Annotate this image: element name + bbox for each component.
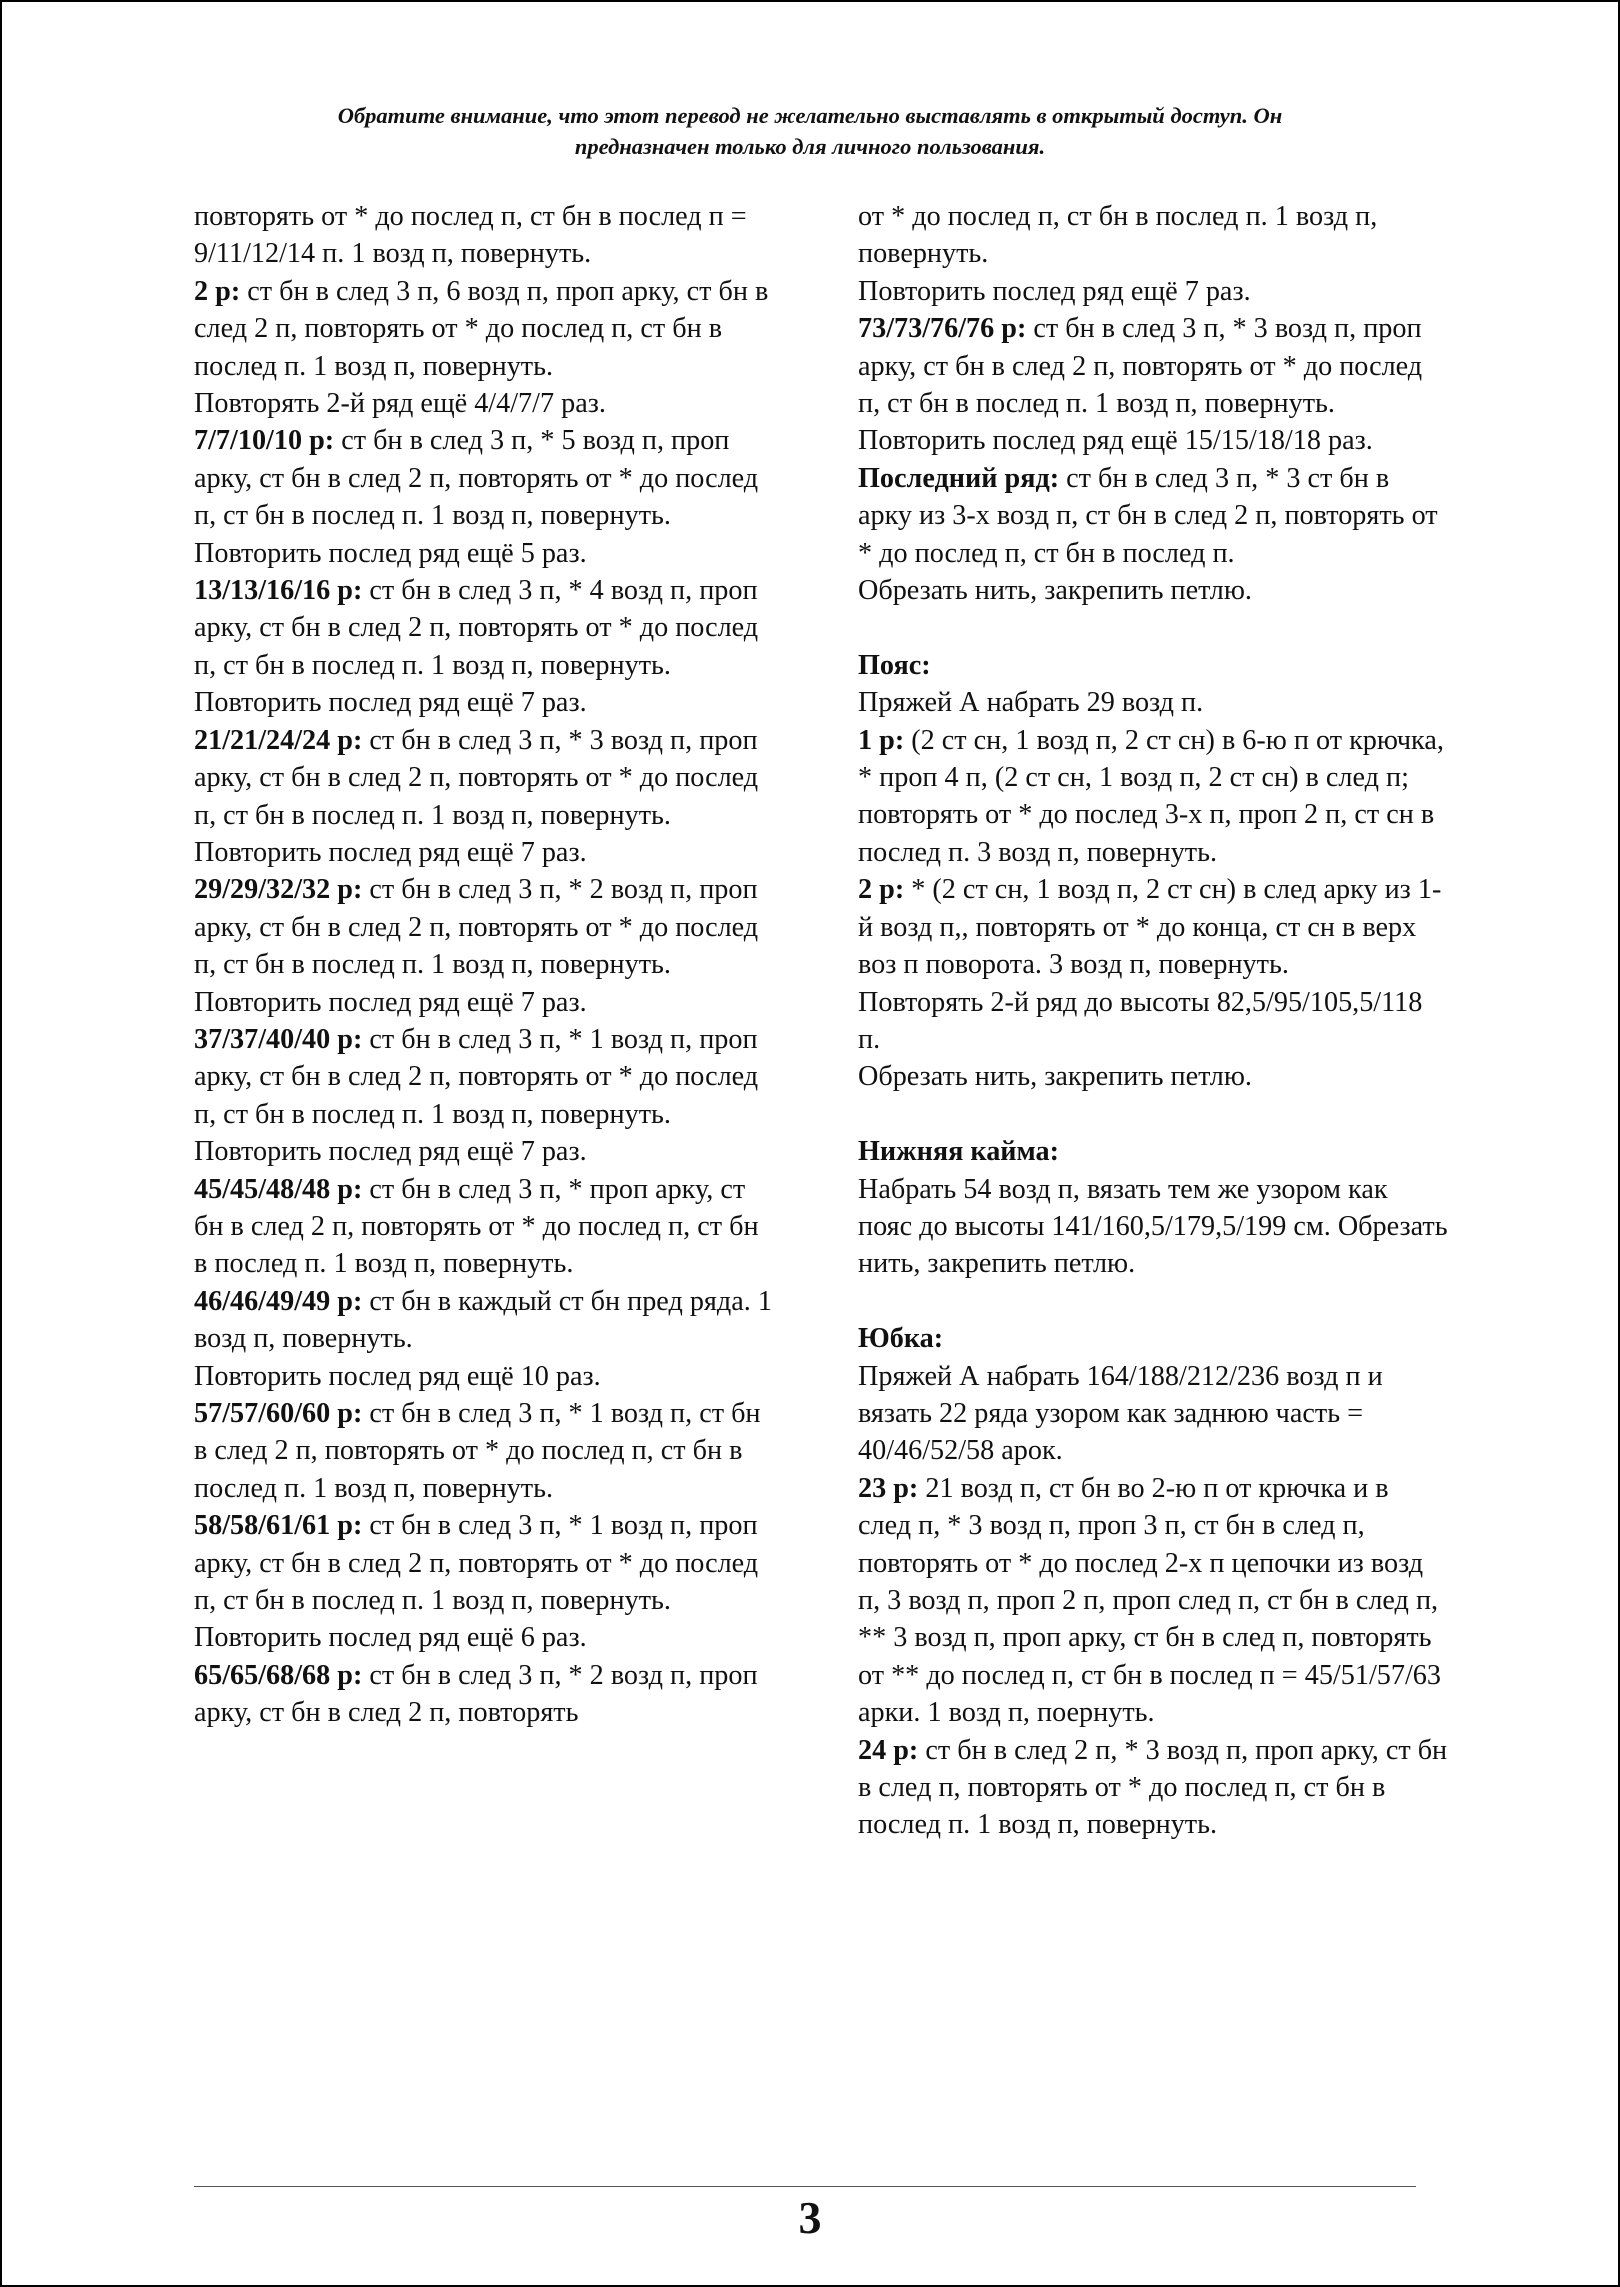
finish-instruction: Обрезать нить, закрепить петлю. bbox=[858, 1061, 1252, 1093]
repeat-instruction: Повторить послед ряд ещё 7 раз. bbox=[194, 836, 587, 868]
row-label: Последний ряд: bbox=[858, 462, 1060, 494]
row-label: 73/73/76/76 р: bbox=[858, 313, 1027, 345]
notice-line-1: Обратите внимание, что этот перевод не желательно выставлять в открытый доступ. Он bbox=[337, 103, 1283, 128]
row-label: 23 р: bbox=[858, 1472, 919, 1504]
row-text: ст бн в след 3 п, * 1 возд п, проп арку, ст бн в след 2 п, повторять от * до послед п, ст бн в послед п. 1 возд п, повернуть. bbox=[194, 1510, 759, 1617]
row-instruction bbox=[194, 871, 774, 983]
repeat-instruction: Повторить послед ряд ещё 10 раз. bbox=[194, 1360, 601, 1392]
row-label: 65/65/68/68 р: bbox=[194, 1659, 363, 1691]
row-text: ст бн в след 3 п, * 2 возд п, проп арку, ст бн в след 2 п, повторять bbox=[194, 1659, 758, 1729]
row-instruction bbox=[858, 871, 1448, 983]
row-text: ст бн в след 3 п, * 3 ст бн в арку из 3-х возд п, ст бн в след 2 п, повторять от * до послед п, ст бн в послед п. bbox=[858, 462, 1438, 569]
section-heading-hem: Нижняя кайма: bbox=[858, 1136, 1060, 1168]
right-column bbox=[858, 198, 1448, 1844]
row-label: 21/21/24/24 р: bbox=[194, 724, 363, 756]
row-text: * (2 ст сн, 1 возд п, 2 ст сн) в след арку из 1-й возд п,, повторять от * до конца, ст сн в верх воз п поворота. 3 возд п, повернуть. bbox=[858, 874, 1442, 981]
paragraph: от * до послед п, ст бн в послед п. 1 возд п, повернуть. bbox=[858, 201, 1378, 270]
repeat-instruction: Повторить послед ряд ещё 7 раз. bbox=[194, 986, 587, 1018]
row-instruction bbox=[194, 1395, 774, 1507]
row-label: 57/57/60/60 р: bbox=[194, 1398, 363, 1429]
row-instruction bbox=[194, 273, 774, 385]
row-instruction bbox=[858, 1732, 1448, 1844]
row-label: 58/58/61/61 р: bbox=[194, 1510, 363, 1542]
row-instruction bbox=[194, 1021, 774, 1133]
repeat-instruction: Повторить послед ряд ещё 6 раз. bbox=[194, 1622, 587, 1654]
row-text: ст бн в след 3 п, 6 возд п, проп арку, ст бн в след 2 п, повторять от * до послед п, ст бн в послед п. 1 возд п, повернуть. bbox=[194, 275, 769, 382]
translation-notice bbox=[142, 100, 1478, 162]
left-column bbox=[194, 198, 774, 1732]
paragraph: повторять от * до послед п, ст бн в послед п = 9/11/12/14 п. 1 возд п, повернуть. bbox=[194, 201, 747, 270]
spacer bbox=[858, 1096, 1448, 1133]
row-label: 37/37/40/40 р: bbox=[194, 1023, 363, 1055]
row-instruction bbox=[858, 722, 1448, 872]
page-number: 3 bbox=[798, 2192, 822, 2243]
row-instruction bbox=[194, 1171, 774, 1283]
row-text: ст бн в след 3 п, * 1 возд п, проп арку, ст бн в след 2 п, повторять от * до послед п, ст бн в послед п. 1 возд п, повернуть. bbox=[194, 1023, 759, 1130]
row-label: 24 р: bbox=[858, 1734, 919, 1766]
row-instruction bbox=[858, 460, 1448, 572]
finish-instruction: Обрезать нить, закрепить петлю. bbox=[858, 575, 1252, 607]
row-instruction bbox=[194, 572, 774, 684]
paragraph: Набрать 54 возд п, вязать тем же узором как пояс до высоты 141/160,5/179,5/199 см. Обрезать нить, закрепить петлю. bbox=[858, 1173, 1448, 1280]
row-text: ст бн в след 2 п, * 3 возд п, проп арку, ст бн в след п, повторять от * до послед п, ст бн в послед п. 1 возд п, повернуть. bbox=[858, 1734, 1448, 1841]
row-text: ст бн в след 3 п, * 2 возд п, проп арку, ст бн в след 2 п, повторять от * до послед п, ст бн в послед п. 1 возд п, повернуть. bbox=[194, 874, 759, 981]
row-text: ст бн в след 3 п, * 3 возд п, проп арку, ст бн в след 2 п, повторять от * до послед п, ст бн в послед п. 1 возд п, повернуть. bbox=[194, 724, 759, 831]
row-instruction bbox=[194, 1657, 774, 1732]
row-text: 21 возд п, ст бн во 2-ю п от крючка и в след п, * 3 возд п, проп 3 п, ст бн в след п, повторять от * до послед 2-х п цепочки из возд п, 3 возд п, проп 2 п, проп след п, ст бн в след п, ** 3 возд п, проп арку, ст бн в след п, повторять от ** до послед п, ст бн в послед п = 45/51/57/63 арки. 1 возд п, поернуть. bbox=[858, 1472, 1441, 1729]
row-text: (2 ст сн, 1 возд п, 2 ст сн) в 6-ю п от крючка, * проп 4 п, (2 ст сн, 1 возд п, 2 ст сн) в след п; повторять от * до послед 3-х п, проп 2 п, ст сн в послед п. 3 возд п, повернуть. bbox=[858, 724, 1444, 868]
row-label: 46/46/49/49 р: bbox=[194, 1285, 363, 1317]
section-heading-skirt: Юбка: bbox=[858, 1323, 944, 1355]
repeat-instruction: Повторить послед ряд ещё 15/15/18/18 раз. bbox=[858, 425, 1373, 457]
row-label: 1 р: bbox=[858, 724, 905, 756]
spacer bbox=[858, 609, 1448, 646]
row-instruction bbox=[858, 1470, 1448, 1732]
row-text: ст бн в каждый ст бн пред ряда. 1 возд п, повернуть. bbox=[194, 1285, 772, 1355]
row-label: 13/13/16/16 р: bbox=[194, 575, 363, 607]
notice-line-2: предназначен только для личного пользования. bbox=[574, 134, 1046, 159]
repeat-instruction: Повторить послед ряд ещё 7 раз. bbox=[858, 275, 1251, 307]
row-text: ст бн в след 3 п, * 1 возд п, ст бн в след 2 п, повторять от * до послед п, ст бн в послед п. 1 возд п, повернуть. bbox=[194, 1398, 761, 1504]
row-label: 7/7/10/10 р: bbox=[194, 425, 335, 457]
row-label: 45/45/48/48 р: bbox=[194, 1173, 363, 1205]
row-instruction bbox=[194, 722, 774, 834]
footer-divider bbox=[194, 2186, 1416, 2187]
row-label: 2 р: bbox=[194, 275, 241, 307]
repeat-instruction: Повторять 2-й ряд до высоты 82,5/95/105,5/118 п. bbox=[858, 986, 1423, 1055]
spacer bbox=[858, 1283, 1448, 1320]
section-heading-belt: Пояс: bbox=[858, 649, 931, 681]
row-instruction bbox=[194, 422, 774, 534]
repeat-instruction: Повторять 2-й ряд ещё 4/4/7/7 раз. bbox=[194, 388, 606, 420]
row-label: 2 р: bbox=[858, 874, 905, 906]
row-text: ст бн в след 3 п, * 4 возд п, проп арку, ст бн в след 2 п, повторять от * до послед п, ст бн в послед п. 1 возд п, повернуть. bbox=[194, 575, 759, 681]
repeat-instruction: Повторить послед ряд ещё 7 раз. bbox=[194, 687, 587, 719]
row-text: ст бн в след 3 п, * 5 возд п, проп арку, ст бн в след 2 п, повторять от * до послед п, ст бн в послед п. 1 возд п, повернуть. bbox=[194, 425, 759, 532]
paragraph: Пряжей А набрать 164/188/212/236 возд п и вязать 22 ряда узором как заднюю часть = 40/46/52/58 арок. bbox=[858, 1360, 1383, 1467]
row-text: ст бн в след 3 п, * 3 возд п, проп арку, ст бн в след 2 п, повторять от * до послед п, ст бн в послед п. 1 возд п, повернуть. bbox=[858, 313, 1423, 420]
row-instruction bbox=[194, 1507, 774, 1619]
repeat-instruction: Повторить послед ряд ещё 7 раз. bbox=[194, 1136, 587, 1168]
row-instruction bbox=[858, 310, 1448, 422]
row-text: ст бн в след 3 п, * проп арку, ст бн в след 2 п, повторять от * до послед п, ст бн в послед п. 1 возд п, повернуть. bbox=[194, 1173, 759, 1280]
row-label: 29/29/32/32 р: bbox=[194, 874, 363, 906]
paragraph: Пряжей А набрать 29 возд п. bbox=[858, 687, 1204, 719]
repeat-instruction: Повторить послед ряд ещё 5 раз. bbox=[194, 537, 587, 569]
row-instruction bbox=[194, 1283, 774, 1358]
